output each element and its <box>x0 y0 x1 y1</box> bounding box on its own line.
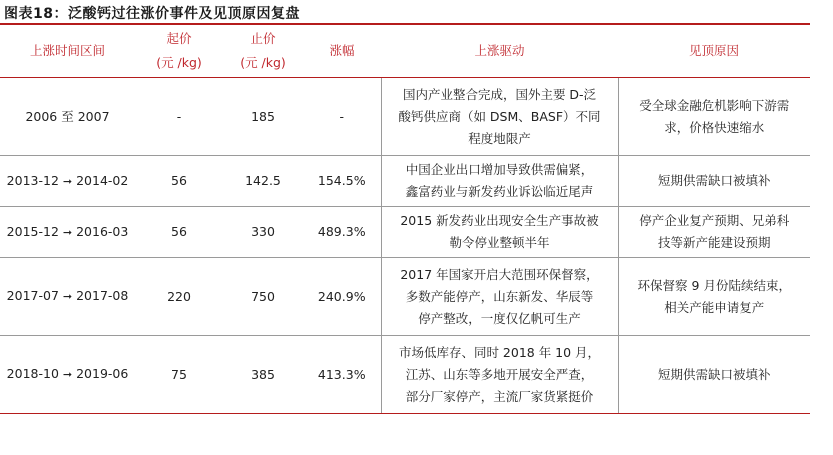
reason-cell: 受全球金融危机影响下游需 求，价格快速缩水 <box>618 78 810 156</box>
end-price-cell: 185 <box>223 78 303 156</box>
table-row <box>0 78 810 156</box>
start-price-cell: 75 <box>135 336 223 414</box>
driver-cell: 国内产业整合完成，国外主要 D-泛 酸钙供应商（如 DSM、BASF）不同 程度地限产 <box>381 78 618 156</box>
period-cell: 2013-12 ➞ 2014-02 <box>0 156 135 207</box>
arrow-right-icon: ➞ <box>62 174 73 188</box>
end-price-cell: 385 <box>223 336 303 414</box>
end-price-cell: 142.5 <box>223 156 303 207</box>
start-price-cell: 56 <box>135 207 223 258</box>
header-driver: 上涨驱动 <box>381 25 618 78</box>
driver-cell: 2015 新发药业出现安全生产事故被 勒令停业整顿半年 <box>381 207 618 258</box>
figure-title: 图表18：泛酸钙过往涨价事件及见顶原因复盘 <box>4 6 300 22</box>
header-period: 上涨时间区间 <box>0 25 135 78</box>
table-row <box>0 156 810 207</box>
reason-cell: 环保督察 9 月份陆续结束， 相关产能申请复产 <box>618 258 810 336</box>
driver-cell: 市场低库存、同时 2018 年 10 月， 江苏、山东等多地开展安全严查， 部分厂家停产，主流厂家货紧挺价 <box>381 336 618 414</box>
header-row <box>0 25 810 78</box>
period-cell: 2017-07 ➞ 2017-08 <box>0 258 135 336</box>
header-end-price: 止价 (元 /kg) <box>223 25 303 78</box>
driver-cell: 2017 年国家开启大范围环保督察， 多数产能停产，山东新发、华辰等 停产整改，一度仅亿帆可生产 <box>381 258 618 336</box>
period-cell: 2006 至 2007 <box>0 78 135 156</box>
header-peak-reason: 见顶原因 <box>618 25 810 78</box>
table-row <box>0 258 810 336</box>
title-bar <box>0 0 833 24</box>
reason-cell: 短期供需缺口被填补 <box>618 336 810 414</box>
header-start-price: 起价 (元 /kg) <box>135 25 223 78</box>
table-row <box>0 207 810 258</box>
gain-cell: 240.9% <box>303 258 381 336</box>
reason-cell: 短期供需缺口被填补 <box>618 156 810 207</box>
start-price-cell: - <box>135 78 223 156</box>
start-price-cell: 220 <box>135 258 223 336</box>
gain-cell: 413.3% <box>303 336 381 414</box>
reason-cell: 停产企业复产预期、兄弟科 技等新产能建设预期 <box>618 207 810 258</box>
price-history-table <box>0 25 810 414</box>
gain-cell: 154.5% <box>303 156 381 207</box>
arrow-right-icon: ➞ <box>62 225 73 239</box>
driver-cell: 中国企业出口增加导致供需偏紧， 鑫富药业与新发药业诉讼临近尾声 <box>381 156 618 207</box>
arrow-right-icon: ➞ <box>62 290 73 303</box>
arrow-right-icon: ➞ <box>62 368 73 381</box>
table-row <box>0 336 810 414</box>
start-price-cell: 56 <box>135 156 223 207</box>
header-gain: 涨幅 <box>303 25 381 78</box>
gain-cell: 489.3% <box>303 207 381 258</box>
end-price-cell: 330 <box>223 207 303 258</box>
period-cell: 2018-10 ➞ 2019-06 <box>0 336 135 414</box>
gain-cell: - <box>303 78 381 156</box>
period-cell: 2015-12 ➞ 2016-03 <box>0 207 135 258</box>
end-price-cell: 750 <box>223 258 303 336</box>
